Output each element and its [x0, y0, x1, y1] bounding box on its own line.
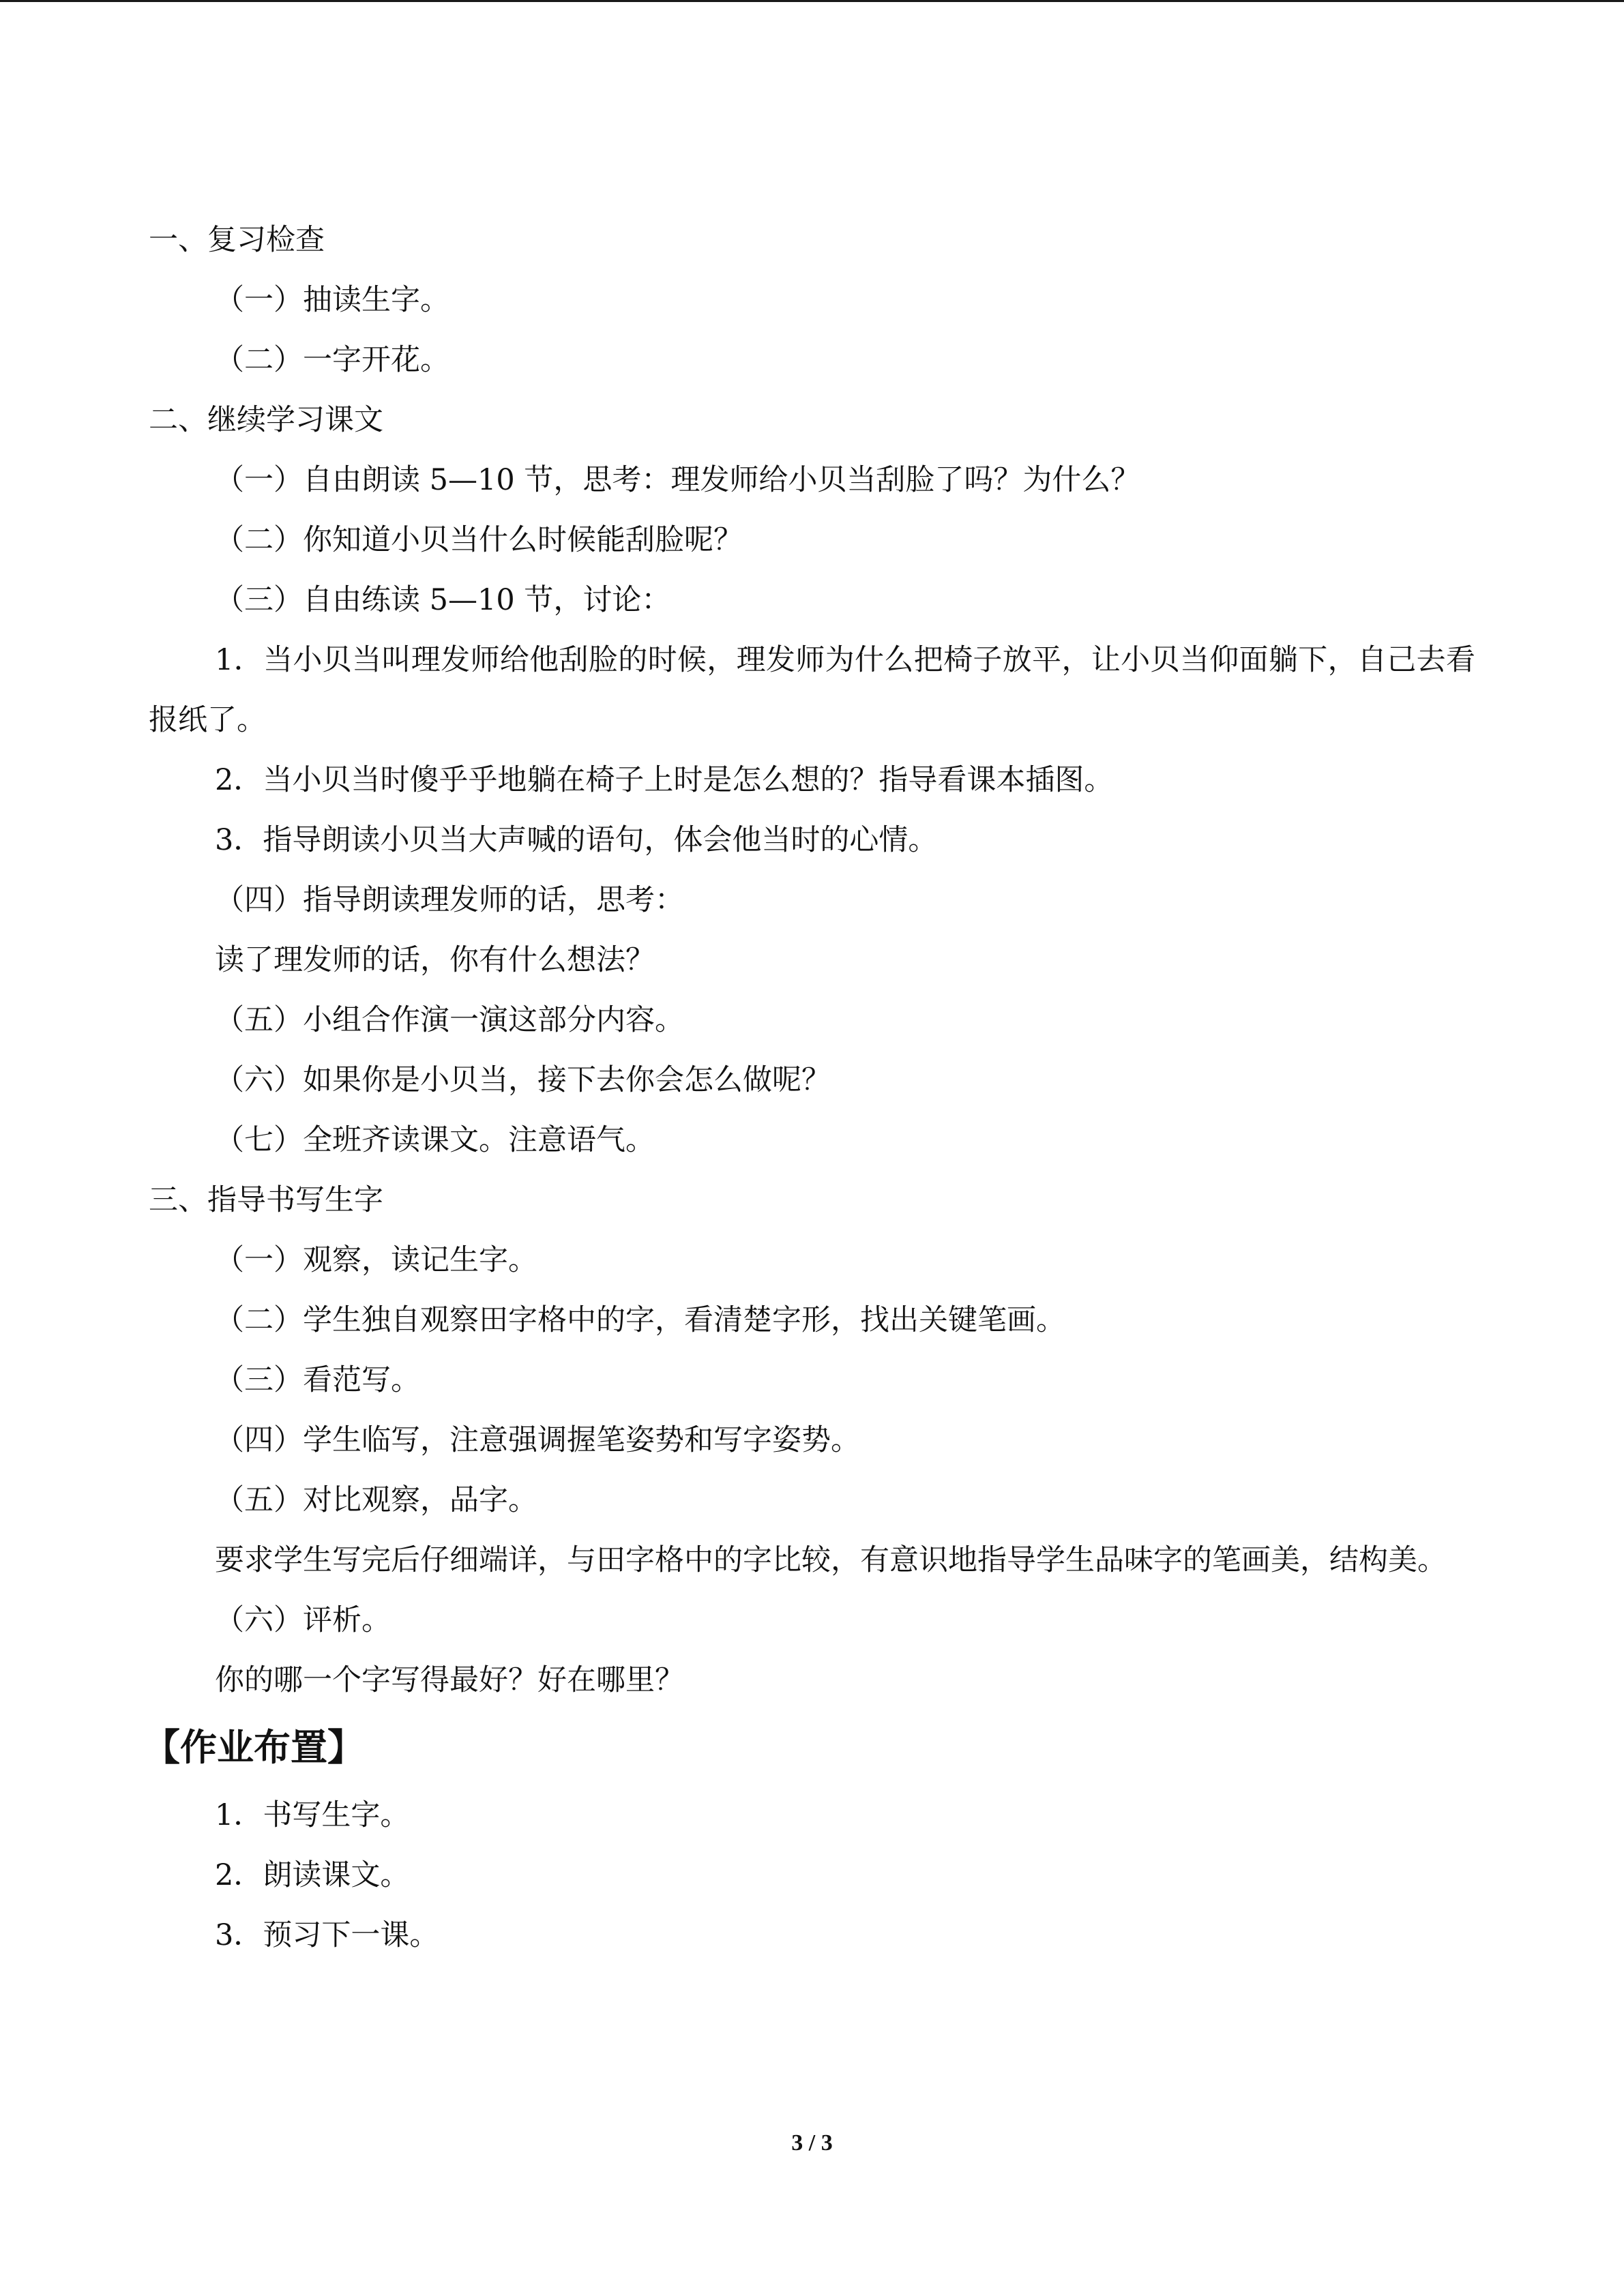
lesson-line: 你的哪一个字写得最好？好在哪里？	[215, 1663, 684, 1697]
lesson-line: （一）自由朗读 5—10 节，思考：理发师给小贝当刮脸了吗？为什么？	[215, 463, 1140, 497]
lesson-line: 3．指导朗读小贝当大声喊的语句，体会他当时的心情。	[215, 823, 938, 857]
lesson-line: （七）全班齐读课文。注意语气。	[215, 1123, 655, 1157]
lesson-line: （四）指导朗读理发师的话，思考：	[215, 883, 684, 917]
lesson-line: （二）学生独自观察田字格中的字，看清楚字形，找出关键笔画。	[215, 1303, 1065, 1337]
lesson-line: （三）自由练读 5—10 节，讨论：	[215, 583, 671, 617]
homework-item: 1．书写生字。	[215, 1798, 410, 1832]
homework-item: 3．预习下一课。	[215, 1918, 439, 1952]
lesson-line: （四）学生临写，注意强调握笔姿势和写字姿势。	[215, 1423, 860, 1457]
lesson-line: （二）你知道小贝当什么时候能刮脸呢？	[215, 523, 743, 557]
lesson-line: （二）一字开花。	[215, 343, 449, 377]
homework-item: 2．朗读课文。	[215, 1858, 410, 1892]
paragraph-question-1: 1．当小贝当叫理发师给他刮脸的时候，理发师为什么把椅子放平，让小贝当仰面躺下，自己去看报纸了。	[149, 643, 1475, 737]
section-title: 一、复习检查	[149, 223, 325, 257]
lesson-section-evaluation	[149, 1590, 1475, 1710]
top-border-line	[0, 0, 1624, 2]
page-number: 3 / 3	[791, 2130, 833, 2156]
lesson-line: 读了理发师的话，你有什么想法？	[215, 943, 655, 977]
lesson-line: （六）评析。	[215, 1603, 391, 1637]
lesson-line: （三）看范写。	[215, 1363, 420, 1397]
homework-heading: 【作业布置】	[143, 1726, 364, 1769]
paragraph-writing-requirement: 要求学生写完后仔细端详，与田字格中的字比较，有意识地指导学生品味字的笔画美，结构美。	[215, 1543, 1447, 1577]
lesson-line: （六）如果你是小贝当，接下去你会怎么做呢？	[215, 1063, 831, 1097]
section-title: 二、继续学习课文	[149, 403, 383, 437]
lesson-section-continue	[149, 750, 1475, 1530]
lesson-line: 2．当小贝当时傻乎乎地躺在椅子上时是怎么想的？指导看课本插图。	[215, 763, 1114, 797]
lesson-line: （五）对比观察，品字。	[215, 1483, 537, 1517]
lesson-line: （五）小组合作演一演这部分内容。	[215, 1003, 684, 1037]
document-body	[143, 210, 1475, 1965]
section-title: 三、指导书写生字	[149, 1183, 383, 1217]
lesson-section-review	[149, 210, 1475, 630]
lesson-line: （一）观察，读记生字。	[215, 1243, 537, 1277]
homework-list	[149, 1785, 1475, 1965]
lesson-line: （一）抽读生字。	[215, 283, 449, 317]
